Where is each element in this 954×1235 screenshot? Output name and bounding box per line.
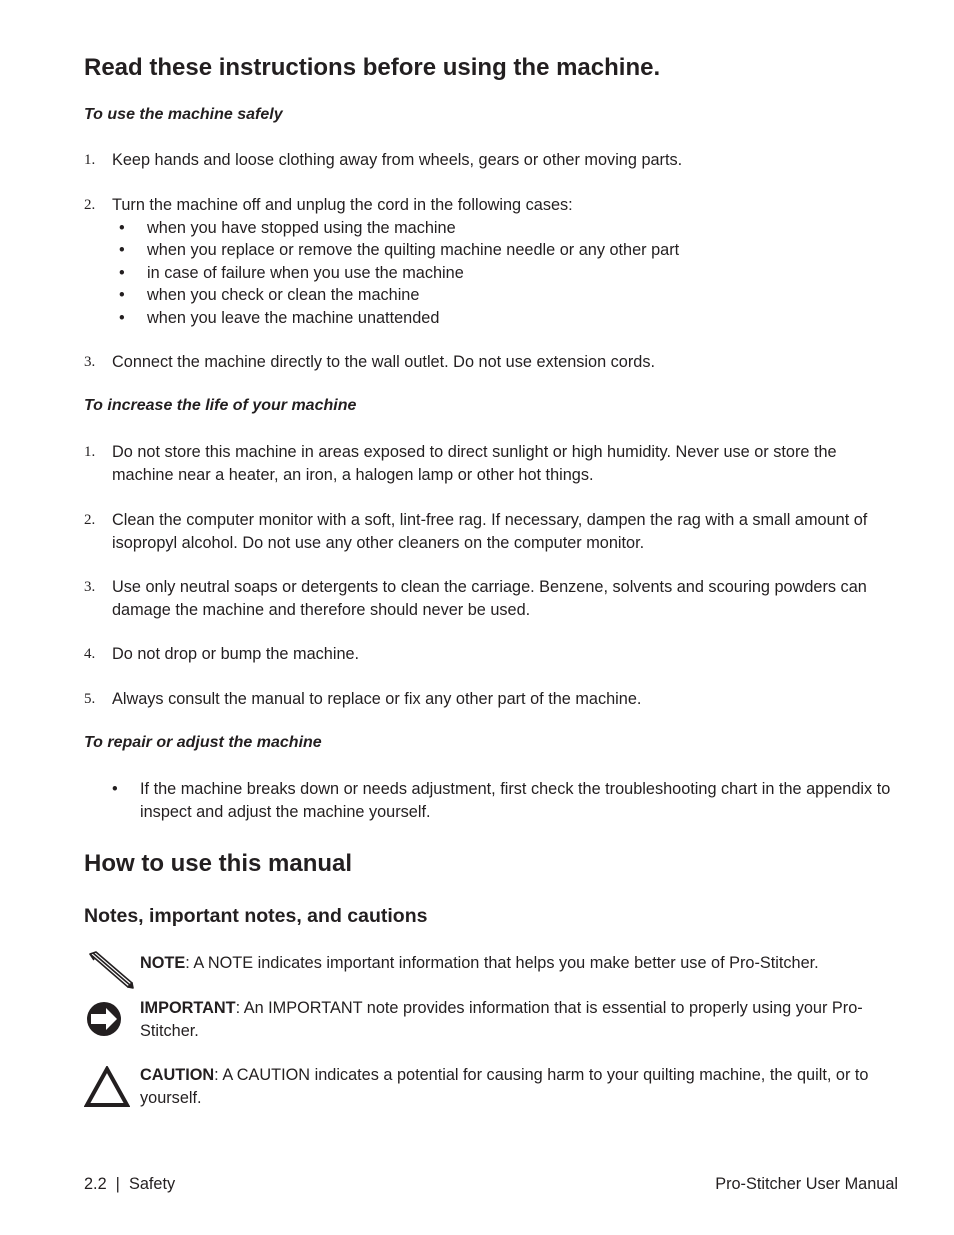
- page-title: Read these instructions before using the machine.: [84, 54, 661, 81]
- item-number: 1.: [84, 152, 96, 168]
- bullet-item: [119, 217, 899, 240]
- list-item: [84, 509, 900, 554]
- bullet-item: [119, 284, 899, 307]
- item-text: Connect the machine directly to the wall outlet. Do not use extension cords.: [112, 353, 656, 371]
- bullet-point: •: [119, 264, 125, 282]
- bullet-point: •: [119, 286, 125, 304]
- caution-label: CAUTION: [140, 1066, 215, 1084]
- item-number: 2.: [84, 512, 96, 528]
- bullet-point: •: [112, 780, 118, 798]
- arrow-circle-icon: [86, 1001, 122, 1042]
- bullet-item: [119, 307, 899, 330]
- note-text: [140, 952, 900, 975]
- section-heading-repair: To repair or adjust the machine: [84, 734, 322, 751]
- important-label: IMPORTANT: [140, 999, 236, 1017]
- list-item: [84, 194, 900, 217]
- list-item: [84, 688, 900, 711]
- bullet-text: in case of failure when you use the machine: [147, 264, 464, 282]
- section-heading-safely: To use the machine safely: [84, 106, 283, 123]
- list-item: [84, 441, 900, 486]
- section-title-manual: How to use this manual: [84, 850, 353, 877]
- note-label: NOTE: [140, 954, 186, 972]
- bullet-item: [112, 778, 900, 823]
- item-text: Keep hands and loose clothing away from wheels, gears or other moving parts.: [112, 151, 683, 169]
- item-number: 5.: [84, 691, 96, 707]
- section-heading-life: To increase the life of your machine: [84, 397, 357, 414]
- item-text: Turn the machine off and unplug the cord in the following cases:: [112, 196, 573, 214]
- bullet-point: •: [119, 241, 125, 259]
- footer-page-number: 2.2 | Safety: [84, 1175, 176, 1193]
- note-body: : A NOTE indicates important information that helps you make better use of Pro-Stitcher.: [185, 954, 819, 972]
- bullet-item: [119, 262, 899, 285]
- item-number: 2.: [84, 197, 96, 213]
- bullet-point: •: [119, 219, 125, 237]
- item-number: 3.: [84, 579, 96, 595]
- bullet-item: [119, 239, 899, 262]
- bullet-point: •: [119, 309, 125, 327]
- item-text: Do not drop or bump the machine.: [112, 645, 360, 663]
- item-text: Always consult the manual to replace or fix any other part of the machine.: [112, 690, 642, 708]
- warning-triangle-icon: [84, 1066, 130, 1113]
- item-number: 1.: [84, 444, 96, 460]
- item-number: 4.: [84, 646, 96, 662]
- list-item: [84, 643, 900, 666]
- bullet-text: when you check or clean the machine: [147, 286, 420, 304]
- important-text: [140, 997, 900, 1042]
- item-text: Use only neutral soaps or detergents to clean the carriage. Benzene, solvents and scouring powders can damage the machine and therefore should never be used.: [112, 578, 867, 619]
- bullet-text: when you leave the machine unattended: [147, 309, 440, 327]
- footer-manual-title: Pro-Stitcher User Manual: [715, 1175, 898, 1193]
- caution-text: [140, 1064, 900, 1109]
- subsection-title-notes: Notes, important notes, and cautions: [84, 905, 428, 927]
- item-text: Clean the computer monitor with a soft, lint-free rag. If necessary, dampen the rag with a small amount of isopropyl alcohol. Do not use any other cleaners on the computer monitor.: [112, 511, 868, 552]
- item-text: Do not store this machine in areas exposed to direct sunlight or high humidity. Never use or store the machine near a heater, an iron, a halogen lamp or other hot things.: [112, 443, 837, 484]
- pencil-icon: [84, 950, 134, 995]
- item-number: 3.: [84, 354, 96, 370]
- list-item: [84, 576, 900, 621]
- caution-body: : A CAUTION indicates a potential for causing harm to your quilting machine, the quilt, or to yourself.: [140, 1066, 869, 1107]
- list-item: [84, 351, 900, 374]
- bullet-text: when you replace or remove the quilting machine needle or any other part: [147, 241, 680, 259]
- bullet-text: when you have stopped using the machine: [147, 219, 456, 237]
- bullet-text: If the machine breaks down or needs adjustment, first check the troubleshooting chart in the appendix to inspect and adjust the machine yourself.: [140, 780, 891, 821]
- important-body: : An IMPORTANT note provides information that is essential to properly using your Pro-Stitcher.: [140, 999, 863, 1040]
- list-item: [84, 149, 900, 172]
